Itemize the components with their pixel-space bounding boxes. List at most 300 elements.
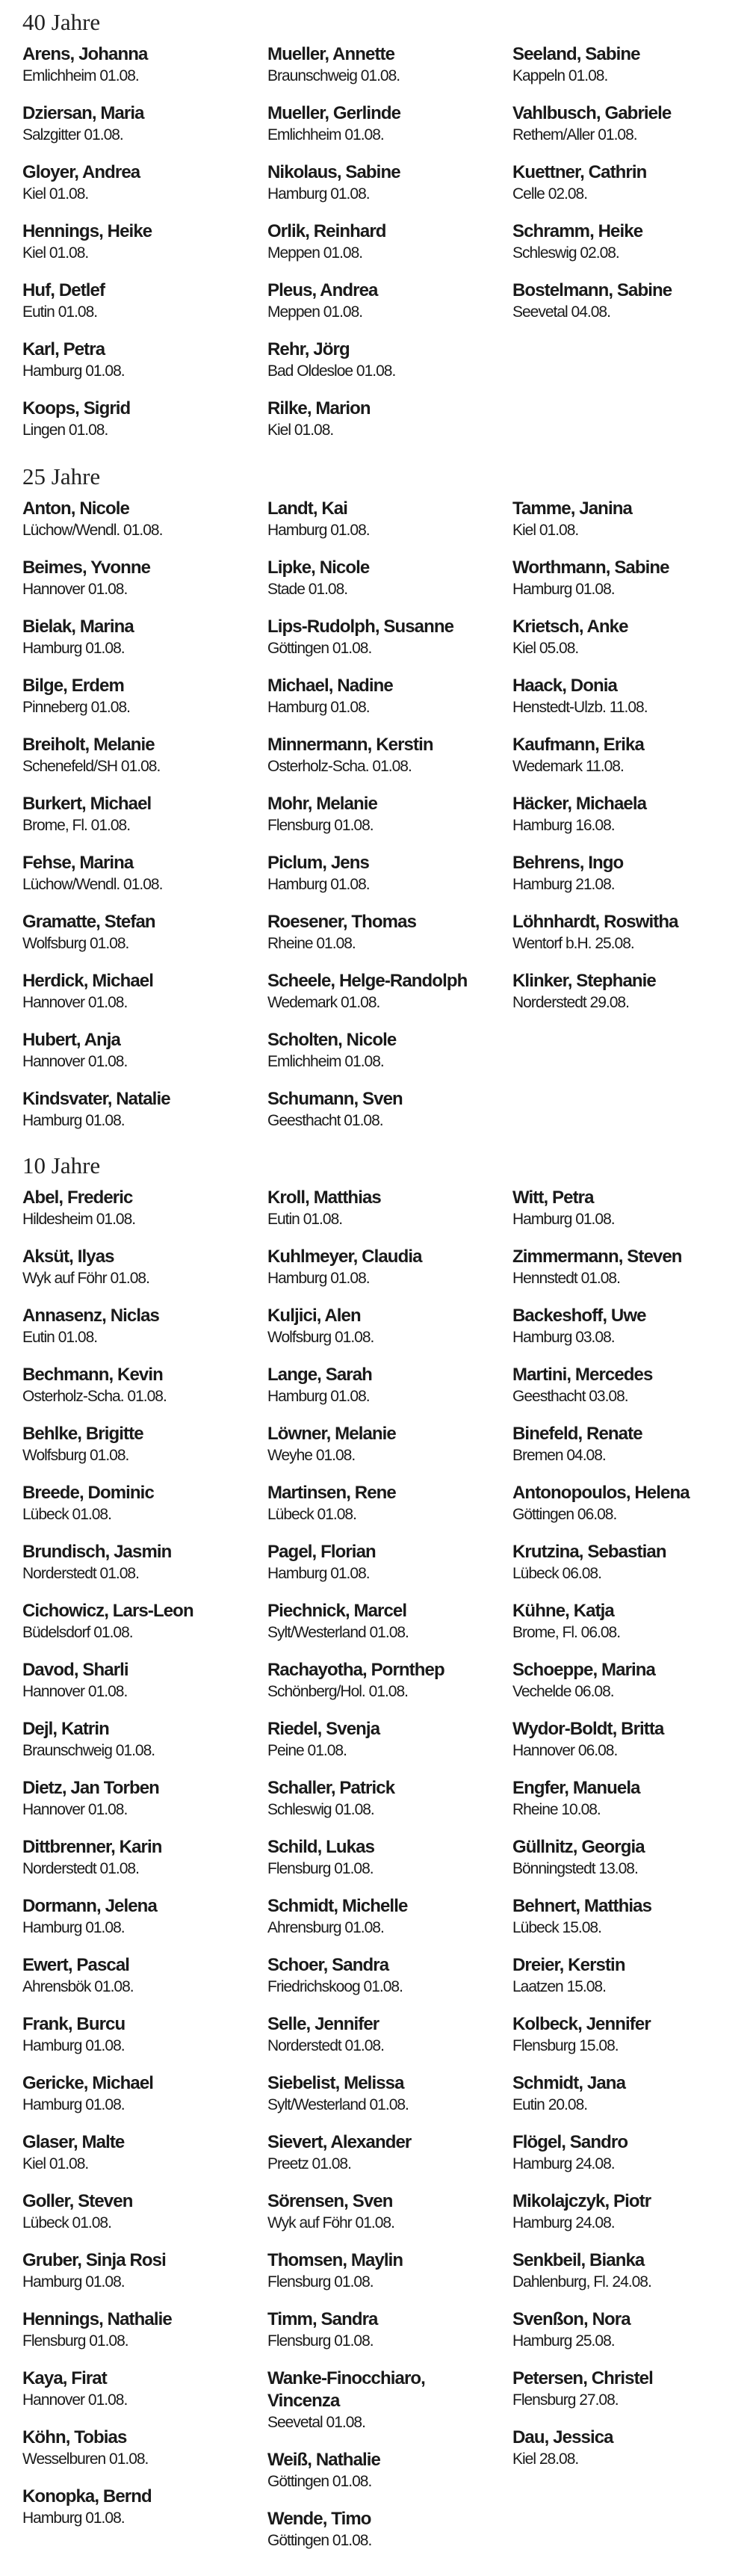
place-date: Hamburg 01.08. — [267, 1270, 370, 1287]
list-item — [267, 1305, 512, 1364]
person-name: Piclum, Jens — [267, 853, 369, 873]
list-item — [267, 675, 512, 734]
person-name: Rachayotha, Pornthep — [267, 1660, 444, 1680]
place-date: Hamburg 01.08. — [512, 1211, 615, 1228]
person-name: Kuljici, Alen — [267, 1306, 361, 1326]
place-date: Hannover 01.08. — [22, 2391, 128, 2409]
list-item — [512, 1600, 752, 1659]
list-item — [22, 2131, 267, 2190]
place-date: Kiel 01.08. — [22, 244, 89, 262]
list-item — [22, 220, 267, 279]
list-item — [22, 1718, 267, 1777]
list-item — [22, 1836, 267, 1895]
place-date: Emlichheim 01.08. — [267, 1053, 384, 1070]
list-item — [512, 1895, 752, 1954]
section-title: 10 Jahre — [22, 1152, 101, 1179]
person-name: Kühne, Katja — [512, 1601, 614, 1621]
place-date: Sylt/Westerland 01.08. — [267, 2096, 409, 2113]
place-date: Friedrichskoog 01.08. — [267, 1978, 403, 1995]
list-item — [512, 2190, 752, 2249]
section-grid — [22, 498, 751, 1147]
list-item — [512, 102, 752, 161]
place-date: Kiel 01.08. — [22, 2155, 89, 2172]
list-item — [512, 1777, 752, 1836]
place-date: Bremen 04.08. — [512, 1447, 606, 1464]
person-name: Bostelmann, Sabine — [512, 280, 672, 300]
place-date: Lüchow/Wendl. 01.08. — [22, 876, 163, 893]
place-date: Flensburg 27.08. — [512, 2391, 619, 2409]
person-name: Dziersan, Maria — [22, 103, 144, 123]
place-date: Lübeck 15.08. — [512, 1919, 601, 1936]
list-item — [267, 2249, 512, 2308]
list-item — [22, 1088, 267, 1147]
place-date: Hannover 01.08. — [22, 581, 128, 598]
person-name: Selle, Jennifer — [267, 2014, 379, 2034]
person-name: Martinsen, Rene — [267, 1483, 396, 1503]
list-item — [512, 2249, 752, 2308]
list-item — [512, 1423, 752, 1482]
place-date: Hamburg 01.08. — [267, 522, 370, 539]
person-name: Witt, Petra — [512, 1187, 594, 1208]
list-item — [267, 1482, 512, 1541]
person-name: Klinker, Stephanie — [512, 971, 656, 991]
place-date: Rheine 10.08. — [512, 1801, 601, 1818]
list-item — [22, 2427, 267, 2486]
person-name: Schaller, Patrick — [267, 1778, 395, 1798]
list-item — [267, 498, 512, 557]
person-name: Hubert, Anja — [22, 1030, 120, 1050]
person-name: Orlik, Reinhard — [267, 221, 386, 241]
list-item — [512, 1364, 752, 1423]
place-date: Rethem/Aller 01.08. — [512, 126, 637, 143]
place-date: Sylt/Westerland 01.08. — [267, 1624, 409, 1641]
person-name: Glaser, Malte — [22, 2132, 125, 2152]
person-name: Petersen, Christel — [512, 2368, 653, 2388]
person-name: Nikolaus, Sabine — [267, 162, 400, 182]
list-item — [512, 970, 752, 1029]
place-date: Eutin 01.08. — [22, 1329, 98, 1346]
list-item — [267, 557, 512, 616]
section-title: 25 Jahre — [22, 463, 101, 489]
list-item — [22, 1600, 267, 1659]
list-item — [512, 734, 752, 793]
section-title: 40 Jahre — [22, 9, 101, 35]
place-date: Hannover 06.08. — [512, 1742, 618, 1759]
list-item — [22, 1482, 267, 1541]
section-40-jahre — [22, 0, 751, 457]
list-item — [267, 2072, 512, 2131]
person-name: Kindsvater, Natalie — [22, 1089, 170, 1109]
list-item — [512, 793, 752, 852]
person-name: Wende, Timo — [267, 2509, 371, 2529]
place-date: Meppen 01.08. — [267, 303, 363, 321]
person-name: Häcker, Michaela — [512, 794, 647, 814]
list-item — [22, 2367, 267, 2427]
place-date: Göttingen 01.08. — [267, 2473, 372, 2490]
list-item — [512, 1246, 752, 1305]
person-name: Sievert, Alexander — [267, 2132, 412, 2152]
place-date: Schleswig 01.08. — [267, 1801, 374, 1818]
place-date: Wolfsburg 01.08. — [22, 1447, 129, 1464]
person-name: Lipke, Nicole — [267, 557, 370, 578]
person-name: Bechmann, Kevin — [22, 1365, 163, 1385]
list-item — [267, 339, 512, 398]
place-date: Hamburg 03.08. — [512, 1329, 615, 1346]
list-item — [267, 2131, 512, 2190]
place-date: Hannover 01.08. — [22, 1683, 128, 1700]
list-item — [267, 2190, 512, 2249]
person-name: Roesener, Thomas — [267, 912, 417, 932]
place-date: Hamburg 01.08. — [22, 2096, 125, 2113]
list-item — [512, 911, 752, 970]
person-name: Beimes, Yvonne — [22, 557, 151, 578]
place-date: Wolfsburg 01.08. — [22, 935, 129, 952]
list-item — [267, 1718, 512, 1777]
person-name: Bielak, Marina — [22, 617, 134, 637]
list-item — [512, 1659, 752, 1718]
list-item — [267, 1187, 512, 1246]
place-date: Flensburg 01.08. — [267, 2273, 374, 2291]
place-date: Eutin 20.08. — [512, 2096, 588, 2113]
person-name: Backeshoff, Uwe — [512, 1306, 646, 1326]
list-item — [22, 675, 267, 734]
list-item — [512, 616, 752, 675]
person-name: Svenßon, Nora — [512, 2309, 630, 2329]
place-date: Geesthacht 01.08. — [267, 1112, 383, 1129]
person-name: Herdick, Michael — [22, 971, 154, 991]
place-date: Wentorf b.H. 25.08. — [512, 935, 634, 952]
place-date: Hamburg 01.08. — [267, 185, 370, 203]
list-item — [22, 102, 267, 161]
place-date: Brome, Fl. 01.08. — [22, 817, 131, 834]
person-name: Rilke, Marion — [267, 398, 371, 418]
person-name: Krutzina, Sebastian — [512, 1542, 666, 1562]
section-25-jahre — [22, 456, 751, 1147]
place-date: Emlichheim 01.08. — [22, 67, 139, 84]
list-item — [267, 279, 512, 339]
place-date: Hamburg 01.08. — [22, 2037, 125, 2054]
person-name: Schmidt, Michelle — [267, 1896, 408, 1916]
list-item — [512, 675, 752, 734]
place-date: Hamburg 01.08. — [267, 876, 370, 893]
person-name: Flögel, Sandro — [512, 2132, 628, 2152]
list-item — [512, 2131, 752, 2190]
person-name: Lips-Rudolph, Susanne — [267, 617, 454, 637]
place-date: Norderstedt 01.08. — [267, 2037, 384, 2054]
list-item — [22, 339, 267, 398]
person-name: Sörensen, Sven — [267, 2191, 393, 2211]
person-name: Siebelist, Melissa — [267, 2073, 404, 2093]
place-date: Lübeck 01.08. — [22, 1506, 111, 1523]
person-name: Dau, Jessica — [512, 2427, 613, 2447]
person-name: Gramatte, Stefan — [22, 912, 155, 932]
list-item — [267, 734, 512, 793]
list-item — [22, 970, 267, 1029]
list-item — [267, 1836, 512, 1895]
list-item — [267, 911, 512, 970]
person-name: Behlke, Brigitte — [22, 1424, 143, 1444]
place-date: Hennstedt 01.08. — [512, 1270, 620, 1287]
list-item — [267, 161, 512, 220]
place-date: Lingen 01.08. — [22, 421, 108, 439]
list-item — [22, 1954, 267, 2013]
place-date: Hamburg 21.08. — [512, 876, 615, 893]
place-date: Hamburg 01.08. — [22, 1112, 125, 1129]
place-date: Wyk auf Föhr 01.08. — [22, 1270, 149, 1287]
place-date: Bönningstedt 13.08. — [512, 1860, 638, 1877]
place-date: Weyhe 01.08. — [267, 1447, 356, 1464]
list-item — [22, 734, 267, 793]
place-date: Peine 01.08. — [267, 1742, 347, 1759]
person-name: Behnert, Matthias — [512, 1896, 652, 1916]
place-date: Hamburg 01.08. — [22, 2509, 125, 2527]
place-date: Norderstedt 29.08. — [512, 994, 629, 1011]
place-date: Lübeck 06.08. — [512, 1565, 601, 1582]
person-name: Kroll, Matthias — [267, 1187, 381, 1208]
list-item — [22, 2072, 267, 2131]
person-name: Rehr, Jörg — [267, 339, 350, 359]
place-date: Seevetal 04.08. — [512, 303, 610, 321]
list-item — [512, 1954, 752, 2013]
person-name: Landt, Kai — [267, 498, 348, 519]
place-date: Schleswig 02.08. — [512, 244, 619, 262]
person-name: Anton, Nicole — [22, 498, 129, 519]
place-date: Flensburg 01.08. — [267, 2332, 374, 2350]
list-item — [512, 220, 752, 279]
person-name: Engfer, Manuela — [512, 1778, 640, 1798]
section-grid — [22, 1187, 751, 2567]
person-name: Bilge, Erdem — [22, 676, 124, 696]
place-date: Hamburg 24.08. — [512, 2214, 615, 2231]
place-date: Preetz 01.08. — [267, 2155, 351, 2172]
person-name: Scholten, Nicole — [267, 1030, 397, 1050]
person-name: Pleus, Andrea — [267, 280, 378, 300]
list-item — [22, 911, 267, 970]
list-item — [512, 161, 752, 220]
person-name: Weiß, Nathalie — [267, 2450, 380, 2470]
list-item — [22, 616, 267, 675]
place-date: Schönberg/Hol. 01.08. — [267, 1683, 408, 1700]
list-item — [267, 2013, 512, 2072]
place-date: Dahlenburg, Fl. 24.08. — [512, 2273, 651, 2291]
person-name: Huf, Detlef — [22, 280, 105, 300]
list-item — [267, 1895, 512, 1954]
place-date: Braunschweig 01.08. — [267, 67, 400, 84]
person-name: Mikolajczyk, Piotr — [512, 2191, 651, 2211]
place-date: Göttingen 01.08. — [267, 2532, 372, 2549]
column-1 — [22, 43, 267, 457]
list-item — [267, 1600, 512, 1659]
person-name: Fehse, Marina — [22, 853, 134, 873]
person-name: Pagel, Florian — [267, 1542, 376, 1562]
person-name: Kaufmann, Erika — [512, 735, 644, 755]
list-item — [267, 43, 512, 102]
person-name: Haack, Donia — [512, 676, 617, 696]
list-item — [267, 1423, 512, 1482]
place-date: Hamburg 01.08. — [22, 640, 125, 657]
person-name: Dreier, Kerstin — [512, 1955, 625, 1975]
list-item — [22, 43, 267, 102]
person-name: Kaya, Firat — [22, 2368, 107, 2388]
section-grid — [22, 43, 751, 457]
place-date: Wolfsburg 01.08. — [267, 1329, 374, 1346]
person-name: Martini, Mercedes — [512, 1365, 653, 1385]
list-item — [22, 1305, 267, 1364]
list-item — [512, 498, 752, 557]
person-name: Antonopoulos, Helena — [512, 1483, 690, 1503]
person-name: Behrens, Ingo — [512, 853, 624, 873]
person-name: Schild, Lukas — [267, 1837, 375, 1857]
place-date: Rheine 01.08. — [267, 935, 356, 952]
place-date: Büdelsdorf 01.08. — [22, 1624, 133, 1641]
place-date: Hamburg 01.08. — [512, 581, 615, 598]
place-date: Flensburg 01.08. — [267, 817, 374, 834]
list-item — [267, 2449, 512, 2508]
list-item — [512, 2427, 752, 2486]
person-name: Michael, Nadine — [267, 676, 393, 696]
place-date: Hamburg 25.08. — [512, 2332, 615, 2350]
list-item — [512, 1718, 752, 1777]
place-date: Norderstedt 01.08. — [22, 1860, 139, 1877]
place-date: Emlichheim 01.08. — [267, 126, 384, 143]
person-name: Koops, Sigrid — [22, 398, 131, 418]
person-name: Dormann, Jelena — [22, 1896, 157, 1916]
place-date: Hamburg 01.08. — [267, 1565, 370, 1582]
place-date: Hamburg 01.08. — [22, 2273, 125, 2291]
place-date: Celle 02.08. — [512, 185, 588, 203]
place-date: Norderstedt 01.08. — [22, 1565, 139, 1582]
person-name: Thomsen, Maylin — [267, 2250, 403, 2270]
list-item — [267, 1954, 512, 2013]
place-date: Hamburg 01.08. — [22, 1919, 125, 1936]
person-name: Scheele, Helge-Randolph — [267, 971, 468, 991]
person-name: Güllnitz, Georgia — [512, 1837, 645, 1857]
place-date: Ahrensburg 01.08. — [267, 1919, 384, 1936]
place-date: Wedemark 11.08. — [512, 758, 624, 775]
place-date: Geesthacht 03.08. — [512, 1388, 628, 1405]
list-item — [22, 793, 267, 852]
place-date: Kiel 01.08. — [512, 522, 579, 539]
list-item — [267, 398, 512, 457]
list-item — [267, 1246, 512, 1305]
place-date: Ahrensbök 01.08. — [22, 1978, 134, 1995]
person-name: Breede, Dominic — [22, 1483, 154, 1503]
list-item — [267, 1541, 512, 1600]
person-name: Binefeld, Renate — [512, 1424, 642, 1444]
place-date: Pinneberg 01.08. — [22, 699, 130, 716]
place-date: Hildesheim 01.08. — [22, 1211, 136, 1228]
person-name: Gericke, Michael — [22, 2073, 154, 2093]
person-name: Timm, Sandra — [267, 2309, 378, 2329]
list-item — [512, 1482, 752, 1541]
person-name: Gruber, Sinja Rosi — [22, 2250, 166, 2270]
list-item — [22, 2486, 267, 2545]
list-item — [22, 398, 267, 457]
person-name: Brundisch, Jasmin — [22, 1542, 172, 1562]
list-item — [267, 2508, 512, 2567]
list-item — [22, 1777, 267, 1836]
person-name: Burkert, Michael — [22, 794, 152, 814]
list-item — [267, 102, 512, 161]
place-date: Schenefeld/SH 01.08. — [22, 758, 161, 775]
person-name: Gloyer, Andrea — [22, 162, 140, 182]
column-2 — [267, 43, 512, 457]
column-1 — [22, 1187, 267, 2567]
person-name: Konopka, Bernd — [22, 2486, 152, 2506]
list-item — [22, 1659, 267, 1718]
list-item — [267, 220, 512, 279]
list-item — [22, 1364, 267, 1423]
list-item — [512, 1836, 752, 1895]
place-date: Lübeck 01.08. — [22, 2214, 111, 2231]
person-name: Wydor-Boldt, Britta — [512, 1719, 664, 1739]
person-name: Davod, Sharli — [22, 1660, 128, 1680]
place-date: Kiel 28.08. — [512, 2450, 579, 2468]
column-3 — [512, 498, 752, 1147]
place-date: Laatzen 15.08. — [512, 1978, 606, 1995]
person-name: Krietsch, Anke — [512, 617, 628, 637]
person-name: Tamme, Janina — [512, 498, 632, 519]
person-name: Hennings, Nathalie — [22, 2309, 172, 2329]
person-name: Wanke-Finocchiaro, Vincenza — [267, 2368, 425, 2411]
place-date: Göttingen 01.08. — [267, 640, 372, 657]
person-name: Frank, Burcu — [22, 2014, 126, 2034]
list-item — [22, 1423, 267, 1482]
place-date: Hannover 01.08. — [22, 1801, 128, 1818]
list-item — [512, 1187, 752, 1246]
list-item — [512, 43, 752, 102]
person-name: Cichowicz, Lars-Leon — [22, 1601, 193, 1621]
place-date: Hannover 01.08. — [22, 994, 128, 1011]
person-name: Löwner, Melanie — [267, 1424, 396, 1444]
place-date: Hamburg 01.08. — [267, 1388, 370, 1405]
person-name: Karl, Petra — [22, 339, 105, 359]
person-name: Kuettner, Cathrin — [512, 162, 647, 182]
column-2 — [267, 498, 512, 1147]
list-item — [267, 1659, 512, 1718]
place-date: Flensburg 01.08. — [267, 1860, 374, 1877]
person-name: Piechnick, Marcel — [267, 1601, 407, 1621]
place-date: Lüchow/Wendl. 01.08. — [22, 522, 163, 539]
person-name: Dietz, Jan Torben — [22, 1778, 159, 1798]
place-date: Osterholz-Scha. 01.08. — [267, 758, 412, 775]
place-date: Lübeck 01.08. — [267, 1506, 356, 1523]
list-item — [22, 161, 267, 220]
list-item — [22, 1541, 267, 1600]
column-3 — [512, 1187, 752, 2567]
list-item — [512, 1541, 752, 1600]
person-name: Schramm, Heike — [512, 221, 643, 241]
person-name: Abel, Frederic — [22, 1187, 133, 1208]
person-name: Aksüt, Ilyas — [22, 1247, 114, 1267]
place-date: Vechelde 06.08. — [512, 1683, 614, 1700]
list-item — [22, 1246, 267, 1305]
list-item — [512, 1305, 752, 1364]
place-date: Göttingen 06.08. — [512, 1506, 617, 1523]
person-name: Minnermann, Kerstin — [267, 735, 433, 755]
person-name: Senkbeil, Bianka — [512, 2250, 645, 2270]
list-item — [22, 1187, 267, 1246]
list-item — [22, 498, 267, 557]
person-name: Dejl, Katrin — [22, 1719, 109, 1739]
person-name: Kolbeck, Jennifer — [512, 2014, 651, 2034]
person-name: Mohr, Melanie — [267, 794, 377, 814]
place-date: Hamburg 01.08. — [267, 699, 370, 716]
list-item — [512, 2308, 752, 2367]
list-item — [22, 1029, 267, 1088]
list-item — [267, 970, 512, 1029]
person-name: Schumann, Sven — [267, 1089, 403, 1109]
